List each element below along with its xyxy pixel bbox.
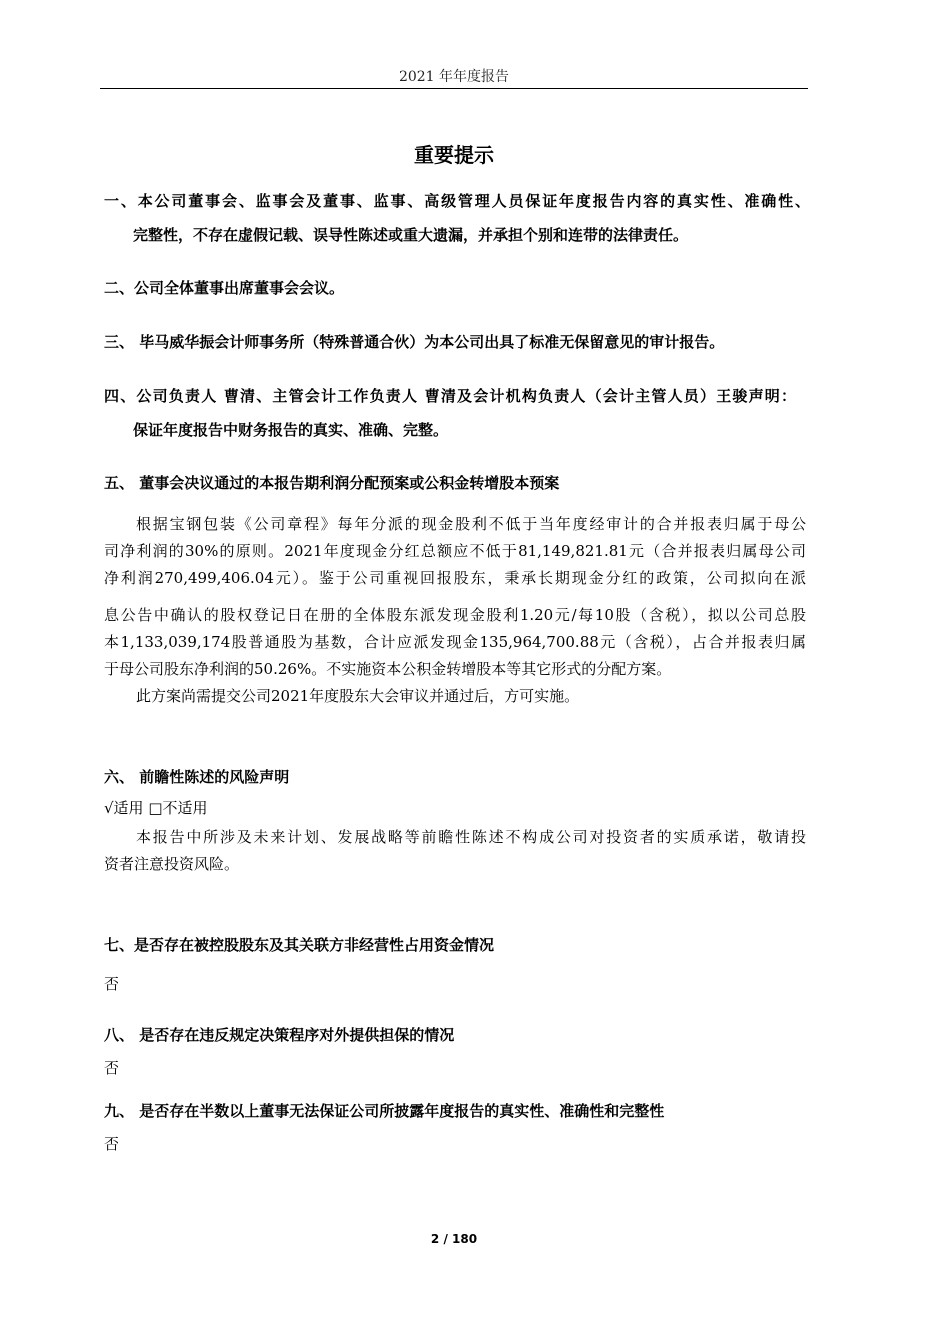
section-8-heading: 八、 是否存在违反规定决策程序对外提供担保的情况 — [104, 1026, 455, 1044]
section-2: 二、公司全体董事出席董事会会议。 — [104, 279, 345, 297]
section-5-heading: 五、 董事会决议通过的本报告期利润分配预案或公积金转增股本预案 — [104, 474, 560, 492]
section-9-answer: 否 — [104, 1135, 120, 1153]
section-1-line-2: 完整性，不存在虚假记载、误导性陈述或重大遗漏，并承担个别和连带的法律责任。 — [133, 226, 689, 244]
section-7-answer: 否 — [104, 975, 120, 993]
section-5-para-line: 净利润270,499,406.04元）。鉴于公司重视回报股东，秉承长期现金分红的政策，公司拟向在派 — [104, 569, 806, 587]
section-5-para-line: 本1,133,039,174股普通股为基数，合计应派发现金135,964,700.88元（含税），占合并报表归属 — [104, 633, 806, 651]
section-7-heading: 七、是否存在被控股股东及其关联方非经营性占用资金情况 — [104, 936, 495, 954]
section-6-heading: 六、 前瞻性陈述的风险声明 — [104, 768, 290, 786]
section-5-para-line: 根据宝钢包装《公司章程》每年分派的现金股利不低于当年度经审计的合并报表归属于母公 — [136, 515, 806, 533]
page-title: 重要提示 — [414, 143, 494, 167]
running-header: 2021 年年度报告 — [398, 69, 510, 85]
section-5-para-2: 此方案尚需提交公司2021年度股东大会审议并通过后，方可实施。 — [136, 687, 580, 705]
section-5-para-line: 司净利润的30%的原则。2021年度现金分红总额应不低于81,149,821.81元（合并报表归属母公司 — [104, 542, 806, 560]
section-9-heading: 九、 是否存在半数以上董事无法保证公司所披露年度报告的真实性、准确性和完整性 — [104, 1102, 665, 1120]
section-3: 三、 毕马威华振会计师事务所（特殊普通合伙）为本公司出具了标准无保留意见的审计报告。 — [104, 333, 725, 351]
section-4-line-1: 四、公司负责人 曹清、主管会计工作负责人 曹清及会计机构负责人（会计主管人员）王骏声明： — [104, 387, 796, 405]
section-4-line-2: 保证年度报告中财务报告的真实、准确、完整。 — [133, 421, 449, 439]
page-number: 2 / 180 — [430, 1232, 478, 1246]
section-8-answer: 否 — [104, 1059, 120, 1077]
applicable-checkbox-line: √适用 □不适用 — [104, 799, 208, 817]
section-5-para-line: 于母公司股东净利润的50.26%。不实施资本公积金转增股本等其它形式的分配方案。 — [104, 660, 672, 678]
section-6-para-line-2: 资者注意投资风险。 — [104, 855, 240, 873]
section-5-para-line: 息公告中确认的股权登记日在册的全体股东派发现金股利1.20元/每10股（含税），拟以公司总股 — [104, 606, 806, 624]
section-6-para-line-1: 本报告中所涉及未来计划、发展战略等前瞻性陈述不构成公司对投资者的实质承诺，敬请投 — [136, 828, 806, 846]
header-rule — [100, 88, 808, 89]
section-1-line-1: 一、本公司董事会、监事会及董事、监事、高级管理人员保证年度报告内容的真实性、准确性、 — [104, 192, 810, 210]
